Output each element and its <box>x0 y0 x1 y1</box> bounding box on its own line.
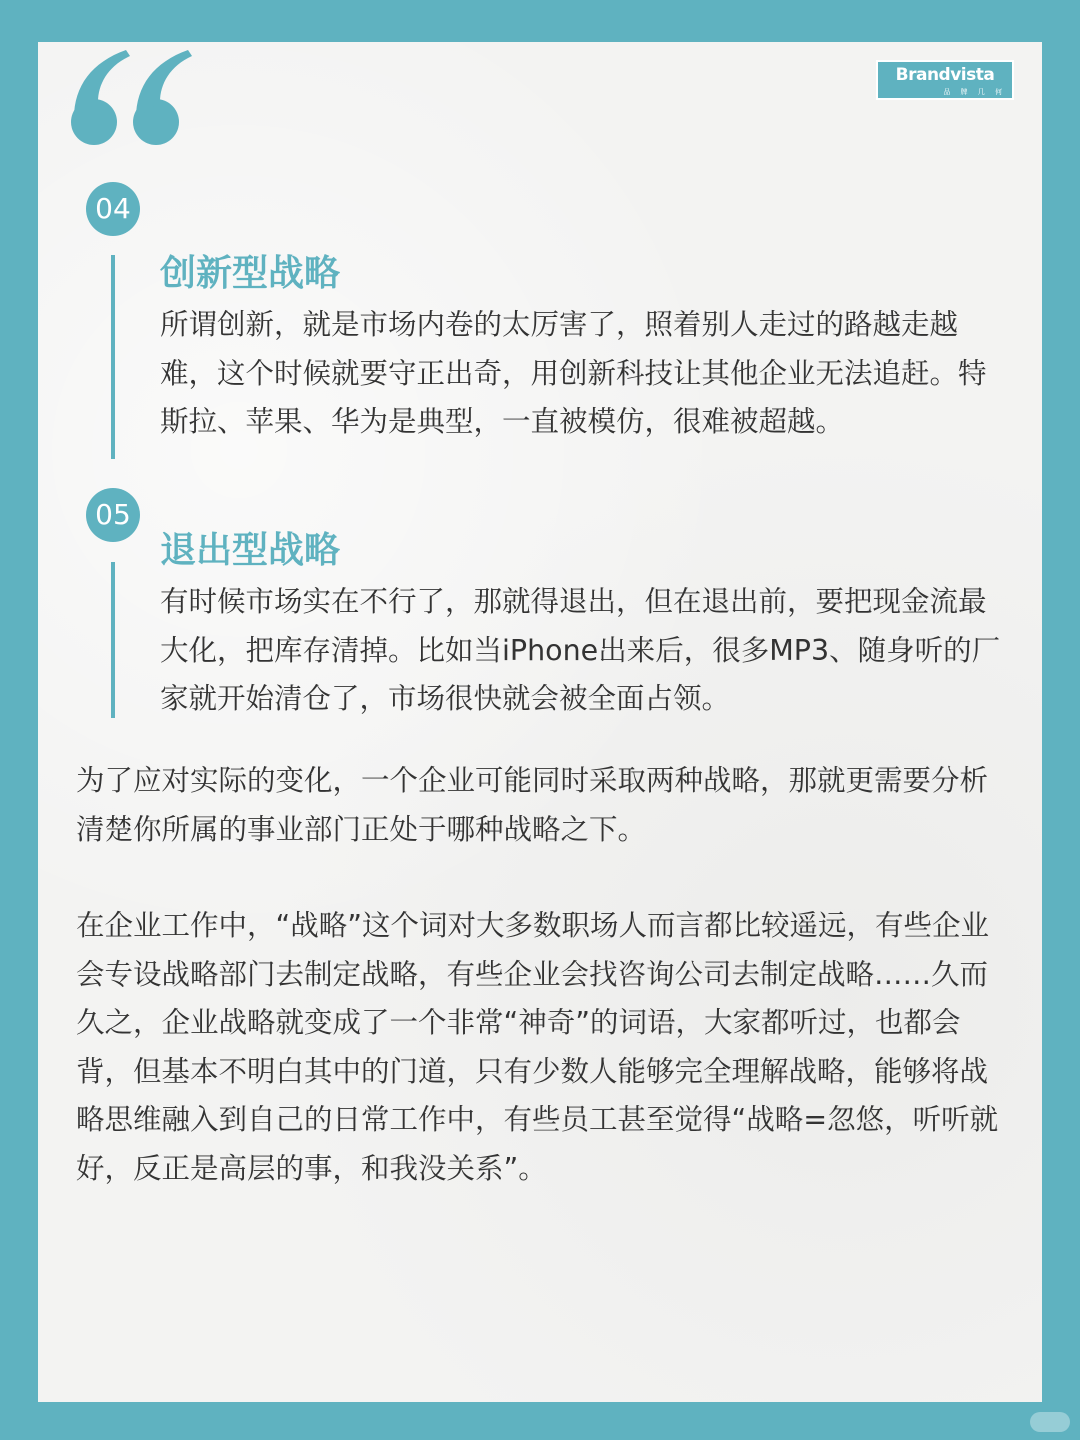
section-body: 有时候市场实在不行了，那就得退出，但在退出前，要把现金流最大化，把库存清掉。比如当iPhone出来后，很多MP3、随身听的厂家就开始清仓了，市场很快就会被全面占领。 <box>160 585 1001 715</box>
watermark-badge <box>1030 1412 1070 1432</box>
body-paragraph: 为了应对实际的变化，一个企业可能同时采取两种战略，那就更需要分析清楚你所属的事业部门正处于哪种战略之下。 <box>76 764 989 846</box>
brand-logo <box>876 60 1014 100</box>
body-paragraph: 在企业工作中，“战略”这个词对大多数职场人而言都比较遥远，有些企业会专设战略部门去制定战略，有些企业会找咨询公司去制定战略……久而久之，企业战略就变成了一个非常“神奇”的词语，大家都听过，也都会背，但基本不明白其中的门道，只有少数人能够完全理解战略，能够将战略思维融入到自己的日常工作中，有些员工甚至觉得“战略=忽悠，听听就好，反正是高层的事，和我没关系”。 <box>76 909 999 1185</box>
section-body: 所谓创新，就是市场内卷的太厉害了，照着别人走过的路越走越难，这个时候就要守正出奇，用创新科技让其他企业无法追赶。特斯拉、苹果、华为是典型，一直被模仿，很难被超越。 <box>160 308 987 438</box>
logo-brand-text: Brandvista <box>895 65 995 85</box>
section-divider-line <box>111 255 115 459</box>
section-title: 退出型战略 <box>160 530 341 571</box>
section-number-badge: 04 <box>86 182 140 236</box>
section-title: 创新型战略 <box>160 253 341 294</box>
section-number-badge: 05 <box>86 488 140 542</box>
quote-mark-icon <box>68 48 192 148</box>
logo-sub-text: 品 牌 几 何 <box>943 88 1006 96</box>
section-divider-line <box>111 562 115 718</box>
